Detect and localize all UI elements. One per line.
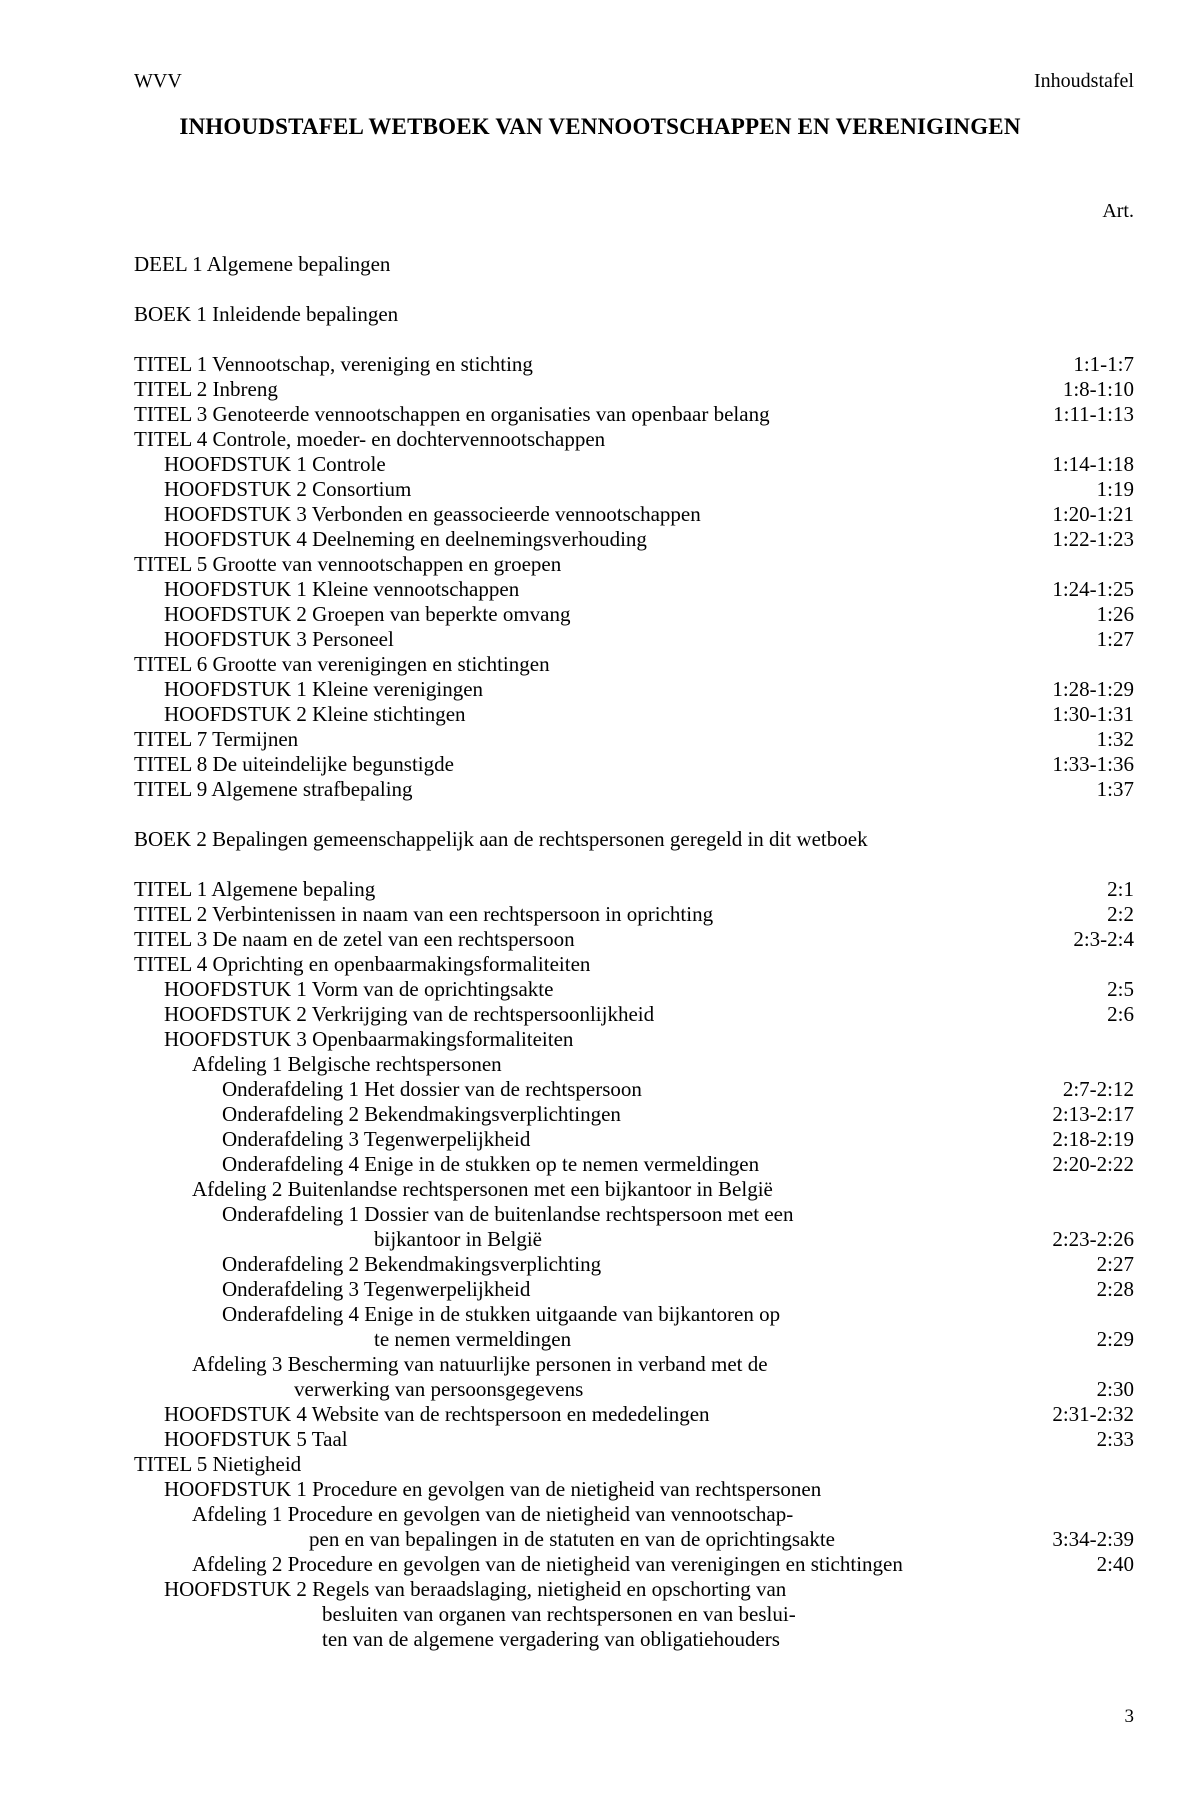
toc-entry-continuation: te nemen vermeldingen bbox=[374, 1327, 572, 1351]
toc-entry bbox=[134, 402, 1134, 427]
toc-entry-article: 2:40 bbox=[1096, 1552, 1134, 1576]
toc-entry-text: Afdeling 3 Bescherming van natuurlijke personen in verband met de bbox=[192, 1352, 768, 1376]
toc-entry-text: HOOFDSTUK 4 Deelneming en deelnemingsverhouding bbox=[164, 527, 647, 551]
toc-entry-text: HOOFDSTUK 2 Verkrijging van de rechtspersoonlijkheid bbox=[164, 1002, 655, 1026]
toc-entry-text: HOOFDSTUK 4 Website van de rechtspersoon en mededelingen bbox=[164, 1402, 710, 1426]
toc-entry-text: HOOFDSTUK 1 Procedure en gevolgen van de nietigheid van rechtspersonen bbox=[164, 1477, 822, 1501]
toc-entry bbox=[134, 502, 1134, 527]
toc-entry-article: 3:34-2:39 bbox=[1052, 1527, 1134, 1551]
toc-entry bbox=[134, 1327, 1134, 1352]
toc-entry-text: HOOFDSTUK 2 Kleine stichtingen bbox=[164, 702, 466, 726]
toc-entry-text: Onderafdeling 3 Tegenwerpelijkheid bbox=[222, 1127, 531, 1151]
toc-entry-text: Afdeling 1 Belgische rechtspersonen bbox=[192, 1052, 502, 1076]
toc-entry-text: TITEL 9 Algemene strafbepaling bbox=[134, 777, 413, 801]
toc-entry bbox=[134, 1027, 1134, 1052]
toc-entry bbox=[134, 627, 1134, 652]
toc-entry bbox=[134, 1527, 1134, 1552]
toc-entry-text: TITEL 5 Grootte van vennootschappen en groepen bbox=[134, 552, 562, 576]
toc-entry bbox=[134, 1452, 1134, 1477]
toc-entry-text: Onderafdeling 1 Dossier van de buitenlandse rechtspersoon met een bbox=[222, 1202, 794, 1226]
toc-entry bbox=[134, 652, 1134, 677]
toc-entry-text: TITEL 5 Nietigheid bbox=[134, 1452, 302, 1476]
toc-entry bbox=[134, 1252, 1134, 1277]
toc-entry-text: BOEK 2 Bepalingen gemeenschappelijk aan de rechtspersonen geregeld in dit wetboek bbox=[134, 827, 868, 851]
toc-entry bbox=[134, 927, 1134, 952]
toc-entry-text: TITEL 4 Oprichting en openbaarmakingsformaliteiten bbox=[134, 952, 591, 976]
toc-entry-text: HOOFDSTUK 1 Kleine verenigingen bbox=[164, 677, 484, 701]
toc-entry bbox=[134, 1477, 1134, 1502]
toc-entry-article: 1:20-1:21 bbox=[1052, 502, 1134, 526]
toc-entry-article: 1:8-1:10 bbox=[1062, 377, 1134, 401]
toc-entry-continuation: besluiten van organen van rechtspersonen en van beslui- bbox=[322, 1602, 796, 1626]
toc-entry-article: 2:29 bbox=[1096, 1327, 1134, 1351]
toc-entry-continuation: pen en van bepalingen in de statuten en van de oprichtingsakte bbox=[309, 1527, 835, 1551]
toc-entry bbox=[134, 677, 1134, 702]
toc-entry-text: HOOFDSTUK 1 Controle bbox=[164, 452, 386, 476]
toc-entry-article: 2:30 bbox=[1096, 1377, 1134, 1401]
toc-entry-text: HOOFDSTUK 2 Groepen van beperkte omvang bbox=[164, 602, 571, 626]
toc-entry-article: 2:23-2:26 bbox=[1052, 1227, 1134, 1251]
toc-entry bbox=[134, 577, 1134, 602]
toc-entry-text: TITEL 7 Termijnen bbox=[134, 727, 299, 751]
toc-entry bbox=[134, 377, 1134, 402]
toc-entry-text: TITEL 2 Inbreng bbox=[134, 377, 278, 401]
toc-entry-text: HOOFDSTUK 5 Taal bbox=[164, 1427, 348, 1451]
toc-entry-text: TITEL 6 Grootte van verenigingen en stichtingen bbox=[134, 652, 550, 676]
toc-entry-article: 2:5 bbox=[1107, 977, 1134, 1001]
toc-entry bbox=[134, 752, 1134, 777]
toc-entry bbox=[134, 952, 1134, 977]
toc-entry-continuation: bijkantoor in België bbox=[374, 1227, 542, 1251]
toc-entry-article: 2:27 bbox=[1096, 1252, 1134, 1276]
toc-entry-text: TITEL 4 Controle, moeder- en dochtervennootschappen bbox=[134, 427, 606, 451]
toc-entry bbox=[134, 1402, 1134, 1427]
running-header-right: Inhoudstafel bbox=[1034, 70, 1134, 92]
toc-entry-article: 1:33-1:36 bbox=[1052, 752, 1134, 776]
toc-entry-article: 2:2 bbox=[1107, 902, 1134, 926]
toc-entry-text: HOOFDSTUK 1 Vorm van de oprichtingsakte bbox=[164, 977, 554, 1001]
toc-entry-text: HOOFDSTUK 2 Regels van beraadslaging, nietigheid en opschorting van bbox=[164, 1577, 787, 1601]
toc-entry-text: Afdeling 2 Buitenlandse rechtspersonen met een bijkantoor in België bbox=[192, 1177, 773, 1201]
toc-entry-article: 1:1-1:7 bbox=[1073, 352, 1134, 376]
toc-entry-text: Afdeling 1 Procedure en gevolgen van de nietigheid van vennootschap- bbox=[192, 1502, 794, 1526]
toc-entry-article: 1:28-1:29 bbox=[1052, 677, 1134, 701]
toc-entry bbox=[134, 1002, 1134, 1027]
toc-entry bbox=[134, 302, 1134, 327]
toc-entry-text: HOOFDSTUK 1 Kleine vennootschappen bbox=[164, 577, 520, 601]
toc-entry bbox=[134, 1377, 1134, 1402]
toc-entry bbox=[134, 527, 1134, 552]
toc-entry bbox=[134, 827, 1134, 852]
toc-entry bbox=[134, 1427, 1134, 1452]
article-column-label: Art. bbox=[1102, 200, 1134, 222]
toc-entry-article: 2:13-2:17 bbox=[1052, 1102, 1134, 1126]
toc-entry bbox=[134, 552, 1134, 577]
toc-entry-article: 1:26 bbox=[1096, 602, 1134, 626]
toc-entry-text: Afdeling 2 Procedure en gevolgen van de nietigheid van verenigingen en stichtingen bbox=[192, 1552, 903, 1576]
toc-entry-article: 1:14-1:18 bbox=[1052, 452, 1134, 476]
toc-entry-article: 1:24-1:25 bbox=[1052, 577, 1134, 601]
toc-entry bbox=[134, 427, 1134, 452]
toc-entry-article: 1:11-1:13 bbox=[1053, 402, 1134, 426]
toc-entry-text: HOOFDSTUK 2 Consortium bbox=[164, 477, 412, 501]
toc-entry-text: Onderafdeling 4 Enige in de stukken op te nemen vermeldingen bbox=[222, 1152, 760, 1176]
toc-entry-text: HOOFDSTUK 3 Personeel bbox=[164, 627, 394, 651]
toc-entry-article: 2:33 bbox=[1096, 1427, 1134, 1451]
toc-entry-article: 2:31-2:32 bbox=[1052, 1402, 1134, 1426]
toc-entry bbox=[134, 902, 1134, 927]
toc-entry-article: 2:28 bbox=[1096, 1277, 1134, 1301]
toc-entry bbox=[134, 727, 1134, 752]
toc-entry bbox=[134, 1152, 1134, 1177]
toc-entry-text: TITEL 3 Genoteerde vennootschappen en organisaties van openbaar belang bbox=[134, 402, 770, 426]
toc-entry-text: Onderafdeling 2 Bekendmakingsverplichting bbox=[222, 1252, 602, 1276]
toc-entry bbox=[134, 352, 1134, 377]
toc-entry-article: 1:32 bbox=[1096, 727, 1134, 751]
toc-entry bbox=[134, 1052, 1134, 1077]
toc-entry bbox=[134, 452, 1134, 477]
toc-entry-article: 2:18-2:19 bbox=[1052, 1127, 1134, 1151]
toc-entry-text: TITEL 1 Algemene bepaling bbox=[134, 877, 376, 901]
toc-entry-article: 1:22-1:23 bbox=[1052, 527, 1134, 551]
toc-entry-text: TITEL 8 De uiteindelijke begunstigde bbox=[134, 752, 454, 776]
toc-entry-text: TITEL 3 De naam en de zetel van een rechtspersoon bbox=[134, 927, 575, 951]
page-title: INHOUDSTAFEL WETBOEK VAN VENNOOTSCHAPPEN EN VERENIGINGEN bbox=[179, 114, 1021, 139]
toc-entry-article: 2:7-2:12 bbox=[1062, 1077, 1134, 1101]
toc-entry-text: HOOFDSTUK 3 Verbonden en geassocieerde vennootschappen bbox=[164, 502, 701, 526]
toc-entry-text: DEEL 1 Algemene bepalingen bbox=[134, 252, 391, 276]
toc-entry-text: Onderafdeling 1 Het dossier van de rechtspersoon bbox=[222, 1077, 642, 1101]
toc-entry bbox=[134, 1102, 1134, 1127]
table-of-contents bbox=[134, 252, 1134, 1652]
toc-entry bbox=[134, 477, 1134, 502]
toc-entry bbox=[134, 1177, 1134, 1202]
toc-entry bbox=[134, 252, 1134, 277]
toc-entry bbox=[134, 1227, 1134, 1252]
toc-entry-text: Onderafdeling 2 Bekendmakingsverplichtingen bbox=[222, 1102, 621, 1126]
toc-entry bbox=[134, 977, 1134, 1002]
toc-entry bbox=[134, 1127, 1134, 1152]
toc-entry-article: 2:6 bbox=[1107, 1002, 1134, 1026]
toc-entry-text: Onderafdeling 4 Enige in de stukken uitgaande van bijkantoren op bbox=[222, 1302, 781, 1326]
toc-entry-article: 1:30-1:31 bbox=[1052, 702, 1134, 726]
toc-entry-article: 1:37 bbox=[1096, 777, 1134, 801]
toc-entry-text: BOEK 1 Inleidende bepalingen bbox=[134, 302, 399, 326]
toc-entry bbox=[134, 1277, 1134, 1302]
toc-entry-article: 1:19 bbox=[1096, 477, 1134, 501]
toc-entry bbox=[134, 877, 1134, 902]
toc-entry-article: 1:27 bbox=[1096, 627, 1134, 651]
toc-entry bbox=[134, 777, 1134, 802]
toc-entry-continuation: verwerking van persoonsgegevens bbox=[294, 1377, 584, 1401]
toc-entry-text: HOOFDSTUK 3 Openbaarmakingsformaliteiten bbox=[164, 1027, 574, 1051]
toc-entry bbox=[134, 602, 1134, 627]
toc-entry-text: TITEL 1 Vennootschap, vereniging en stichting bbox=[134, 352, 533, 376]
toc-entry bbox=[134, 702, 1134, 727]
page-number: 3 bbox=[1124, 1706, 1134, 1727]
toc-entry-article: 2:3-2:4 bbox=[1073, 927, 1134, 951]
toc-entry-text: TITEL 2 Verbintenissen in naam van een rechtspersoon in oprichting bbox=[134, 902, 714, 926]
running-header-left: WVV bbox=[134, 70, 182, 92]
toc-entry bbox=[134, 1077, 1134, 1102]
toc-entry-text: Onderafdeling 3 Tegenwerpelijkheid bbox=[222, 1277, 531, 1301]
toc-entry-article: 2:1 bbox=[1107, 877, 1134, 901]
toc-entry-article: 2:20-2:22 bbox=[1052, 1152, 1134, 1176]
toc-entry bbox=[134, 1552, 1134, 1577]
toc-entry-continuation: ten van de algemene vergadering van obligatiehouders bbox=[322, 1627, 780, 1651]
